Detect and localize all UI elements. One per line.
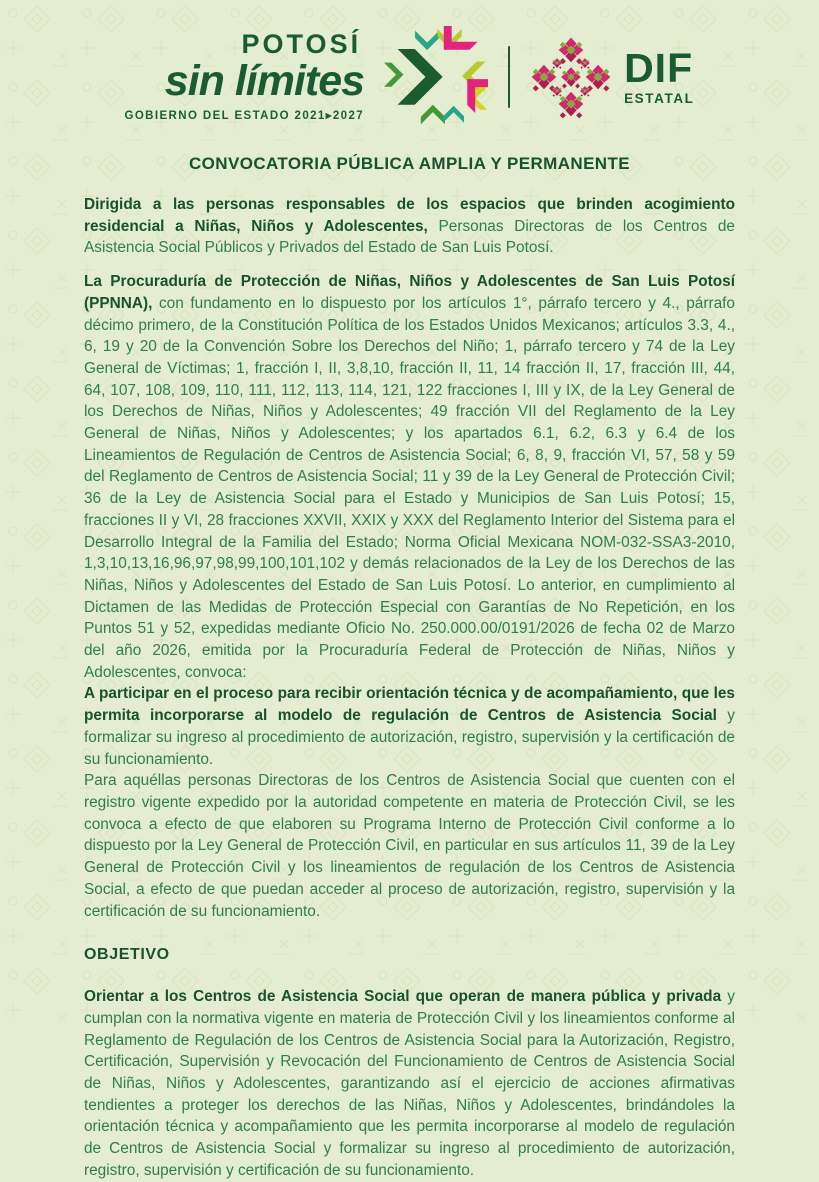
paragraph-dirigida-bold: Dirigida a las personas responsables de los espacios que brinden acogimiento residencial a Niñas, Niños y Adolescentes, [84, 196, 735, 235]
paragraph-proteccion-civil [84, 770, 735, 922]
dif-lockup [530, 36, 694, 118]
document-title: CONVOCATORIA PÚBLICA AMPLIA Y PERMANENTE [188, 154, 631, 173]
potosi-chevron-x-logo-icon [384, 26, 488, 128]
paragraph-fundamento-bold: La Procuraduría de Protección de Niñas, Niños y Adolescentes de San Luis Potosí (PPNNA), [84, 273, 735, 312]
dif-embroidered-cross-emblem-icon [530, 36, 612, 118]
section-heading-objetivo: OBJETIVO [84, 946, 170, 964]
paragraph-proteccion-civil-text: Para aquéllas personas Directoras de los Centros de Asistencia Social que cuenten con el registro vigente expedido por la autoridad competente en materia de Protección Civil, se les convoca a efecto de que elaboren su Programa Interno de Protección Civil conforme a lo dispuesto por la Ley General de Protección Civil, en particular en sus artículos 11, 39 de la Ley General de Protección Civil y los lineamientos de regulación de los Centros de Asistencia Social, a efecto de que puedan acceder al proceso de autorización, registro, supervisión y la certificación de su funcionamiento. [84, 772, 735, 920]
potosi-brand-lockup [124, 31, 364, 123]
brand-subtitle: GOBIERNO DEL ESTADO 2021▸2027 [124, 110, 365, 123]
dif-title: DIF [624, 45, 694, 92]
header [84, 22, 735, 132]
paragraph-dirigida [84, 194, 735, 259]
brand-tagline: sin límites [164, 57, 365, 106]
paragraph-fundamento-rest: con fundamento en lo dispuesto por los artículos 1°, párrafo tercero y 4., párrafo décimo primero, de la Constitución Política de los Estados Unidos Mexicanos; artículos 3.3, 4., 6, 19 y 20 de la Convención Sobre los Derechos del Niño; 1, párrafo tercero y 74 de la Ley General de Víctimas; 1, fracción I, II, 3,8,10, fracción II, 11, 14 fracción II, 17, fracción III, 44, 64, 107, 108, 109, 110, 111, 112, 113, 114, 121, 122 fracciones I, III y IX, de la Ley General de los Derechos de Niñas, Niños y Adolescentes; 49 fracción VII del Reglamento de la Ley General de Niñas, Niños y Adolescentes; y los apartados 6.1, 6.2, 6.3 y 6.4 de los Lineamientos de Regulación de Centros de Asistencia Social; 6, 8, 9, fracción VI, 57, 58 y 59 del Reglamento de Centros de Asistencia Social; 11 y 39 de la Ley General de Protección Civil; 36 de la Ley de Asistencia Social para el Estado y Municipios de San Luis Potosí; 15, fracciones II y VI, 28 fracciones XXVII, XXIX y XXX del Reglamento Interior del Sistema para el Desarrollo Integral de la Familia del Estado; Norma Oficial Mexicana NOM-032-SSA3-2010, 1,3,10,13,16,96,97,98,99,100,101,102 y demás relacionados de la Ley de los Derechos de las Niñas, Niños y Adolescentes del Estado de San Luis Potosí. Lo anterior, en cumplimiento al Dictamen de las Medidas de Protección Especial con Garantías de No Repetición, en los Puntos 51 y 52, expedidas mediante Oficio No. 250.000.00/0191/2026 de fecha 02 de Marzo del año 2026, emitida por la Procuraduría Federal de Protección de Niñas, Niños y Adolescentes, convoca: [84, 294, 735, 681]
brand-name: POTOSÍ [241, 29, 362, 60]
paragraph-fundamento-legal [84, 271, 735, 683]
paragraph-convocatoria-objeto [84, 683, 735, 770]
paragraph-objeto-rest: y formalizar su ingreso al procedimiento de autorización, registro, supervisión y la certificación de su funcionamiento. [84, 707, 735, 768]
paragraph-objeto-bold: A participar en el proceso para recibir orientación técnica y de acompañamiento, que les permita incorporarse al modelo de regulación de Centros de Asistencia Social [84, 685, 735, 725]
paragraph-objetivo [84, 986, 735, 1181]
logo-divider [508, 46, 510, 108]
paragraph-objetivo-rest: y cumplan con la normativa vigente en materia de Protección Civil y los lineamientos conforme al Reglamento de Regulación de los Centros de Asistencia Social para la Autorización, Registro, Certificación, Supervisión y Revocación del Funcionamiento de Centros de Asistencia Social de Niñas, Niños y Adolescentes, garantizando así el ejercicio de acciones afirmativas tendientes a proteger los derechos de las Niñas, Niños y Adolescentes, brindándoles la orientación técnica y acompañamiento que les permita incorporarse al modelo de regulación de Centros de Asistencia Social y formalizar su ingreso al procedimiento de autorización, registro, supervisión y certificación de su funcionamiento. [84, 988, 735, 1179]
paragraph-dirigida-rest: Personas Directoras de los Centros de Asistencia Social Públicos y Privados del Estado de San Luis Potosí. [84, 217, 735, 257]
dif-subtitle: ESTATAL [624, 91, 695, 107]
paragraph-objetivo-bold: Orientar a los Centros de Asistencia Social que operan de manera pública y privada [84, 988, 722, 1006]
dif-text [624, 45, 695, 107]
